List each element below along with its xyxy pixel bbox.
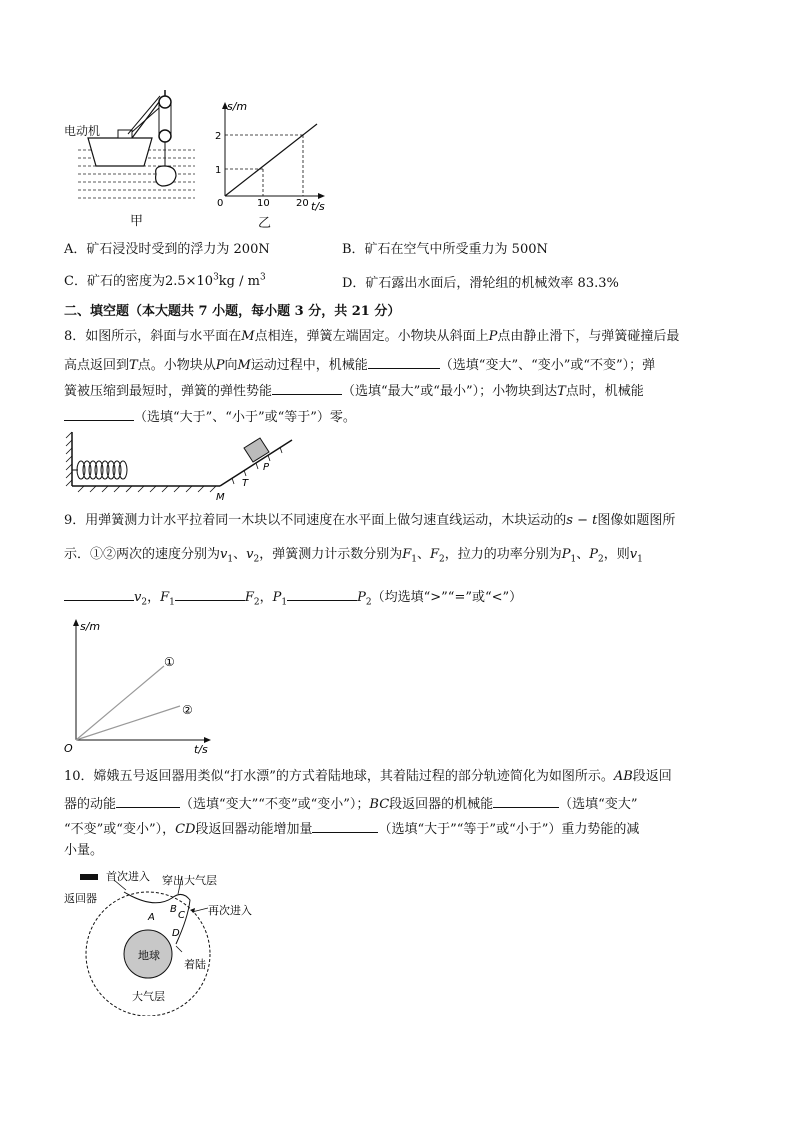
figure-caption-jia: 甲 xyxy=(130,214,144,229)
label-M: M xyxy=(216,492,225,503)
point-A: A xyxy=(148,912,155,923)
q7-option-d: D．矿石露出水面后，滑轮组的机械效率 83.3% xyxy=(342,276,619,291)
q8-blank-3[interactable] xyxy=(64,406,134,421)
q9-line-2: 示．①②两次的速度分别为$v_1$、$v_2$，弹簧测力计示数分别为$F_1$、$F_2$，拉力的功率分别为$P_1$、$P_2$，则$v_1$ xyxy=(64,547,643,565)
q10-line-3: “不变”或“变小”），CD段返回器动能增加量 （选填“大于”“等于”或“小于”）重力势能的减 xyxy=(64,818,734,839)
figure-st-graph xyxy=(205,98,335,218)
series-2-label: ② xyxy=(182,703,193,717)
point-C: C xyxy=(178,910,185,921)
figure-spring-incline xyxy=(64,428,300,504)
q9-origin: O xyxy=(64,742,73,755)
series-1-label: ① xyxy=(164,655,175,669)
capsule-label: 返回器 xyxy=(64,892,97,905)
x-tick-20: 20 xyxy=(296,198,309,209)
x-axis-label: t/s xyxy=(311,200,325,213)
point-D: D xyxy=(172,928,180,939)
q7-option-b: B．矿石在空气中所受重力为 500N xyxy=(342,242,548,257)
section-2-title: 二、填空题（本大题共 7 小题，每小题 3 分，共 21 分） xyxy=(64,304,401,319)
exit-label: 穿出大气层 xyxy=(162,874,217,887)
q9-blank-3[interactable] xyxy=(287,586,357,601)
q10-line-4: 小量。 xyxy=(64,843,104,858)
q10-blank-2[interactable] xyxy=(493,793,559,808)
origin-label: 0 xyxy=(217,198,224,209)
earth-label: 地球 xyxy=(138,949,160,962)
capsule xyxy=(80,874,98,880)
q8-blank-2[interactable] xyxy=(272,380,342,395)
reentry-label: 再次进入 xyxy=(208,904,252,917)
first-entry-label: 首次进入 xyxy=(106,870,150,883)
y-tick-1: 1 xyxy=(215,165,222,176)
ore-rock xyxy=(156,166,176,186)
q10-line-2: 器的动能 （选填“变大”“不变”或“变小”）；BC段返回器的机械能 （选填“变大” xyxy=(64,793,734,814)
q8-line-3: 簧被压缩到最短时，弹簧的弹性势能 （选填“最大”或“最小”）；小物块到达T点时，机械能 xyxy=(64,380,734,401)
motor-label: 电动机 xyxy=(64,124,101,138)
q9-y-label: s/m xyxy=(80,620,101,633)
figure-q9-st-graph xyxy=(60,614,220,756)
figure-boat-pulley xyxy=(60,88,195,228)
q9-blank-1[interactable] xyxy=(64,586,134,601)
y-tick-2: 2 xyxy=(215,131,222,142)
label-T: T xyxy=(242,478,249,489)
q8-line-2: 高点返回到T点。小物块从P向M运动过程中，机械能 （选填“变大”、“变小”或“不变”）；弹 xyxy=(64,354,734,375)
q9-x-label: t/s xyxy=(194,743,208,756)
q9-blank-2[interactable] xyxy=(175,586,245,601)
spring xyxy=(72,461,127,479)
movable-pulley xyxy=(159,130,171,142)
figure-caption-yi: 乙 xyxy=(258,216,272,231)
q7-option-a: A．矿石浸没时受到的浮力为 200N xyxy=(64,242,270,257)
q8-line-4: （选填“大于”、“小于”或“等于”）零。 xyxy=(64,406,734,427)
series-2-line xyxy=(76,706,180,740)
boat xyxy=(88,138,152,166)
q8-blank-1[interactable] xyxy=(368,354,440,369)
q10-line-1: 10．嫦娥五号返回器用类似“打水漂”的方式着陆地球，其着陆过程的部分轨迹简化为如图所示。AB段返回 xyxy=(64,769,672,784)
landing-label: 着陆 xyxy=(184,958,206,971)
q10-blank-1[interactable] xyxy=(116,793,180,808)
fixed-pulley xyxy=(159,96,171,108)
x-tick-10: 10 xyxy=(257,198,270,209)
label-P: P xyxy=(263,462,270,473)
series-1-line xyxy=(76,666,164,740)
atmosphere-label: 大气层 xyxy=(132,990,165,1003)
q10-blank-3[interactable] xyxy=(312,818,378,833)
q9-line-1: 9．用弹簧测力计水平拉着同一木块以不同速度在水平面上做匀速直线运动，木块运动的s − t图像如题图所 xyxy=(64,513,676,528)
y-axis-label: s/m xyxy=(227,100,248,113)
figure-reentry xyxy=(64,866,264,1016)
q8-line-1: 8．如图所示，斜面与水平面在M点相连，弹簧左端固定。小物块从斜面上P点由静止滑下，与弹簧碰撞后最 xyxy=(64,329,680,344)
block xyxy=(244,438,269,462)
q9-line-3: $v_2$，$F_1$ $F_2$，$P_1$ $P_2$（均选填“>”“=”或“<”） xyxy=(64,586,734,612)
q7-option-c: C．矿石的密度为$2.5\times 10^3kg / m^3$ xyxy=(64,272,266,289)
point-B: B xyxy=(170,904,177,915)
